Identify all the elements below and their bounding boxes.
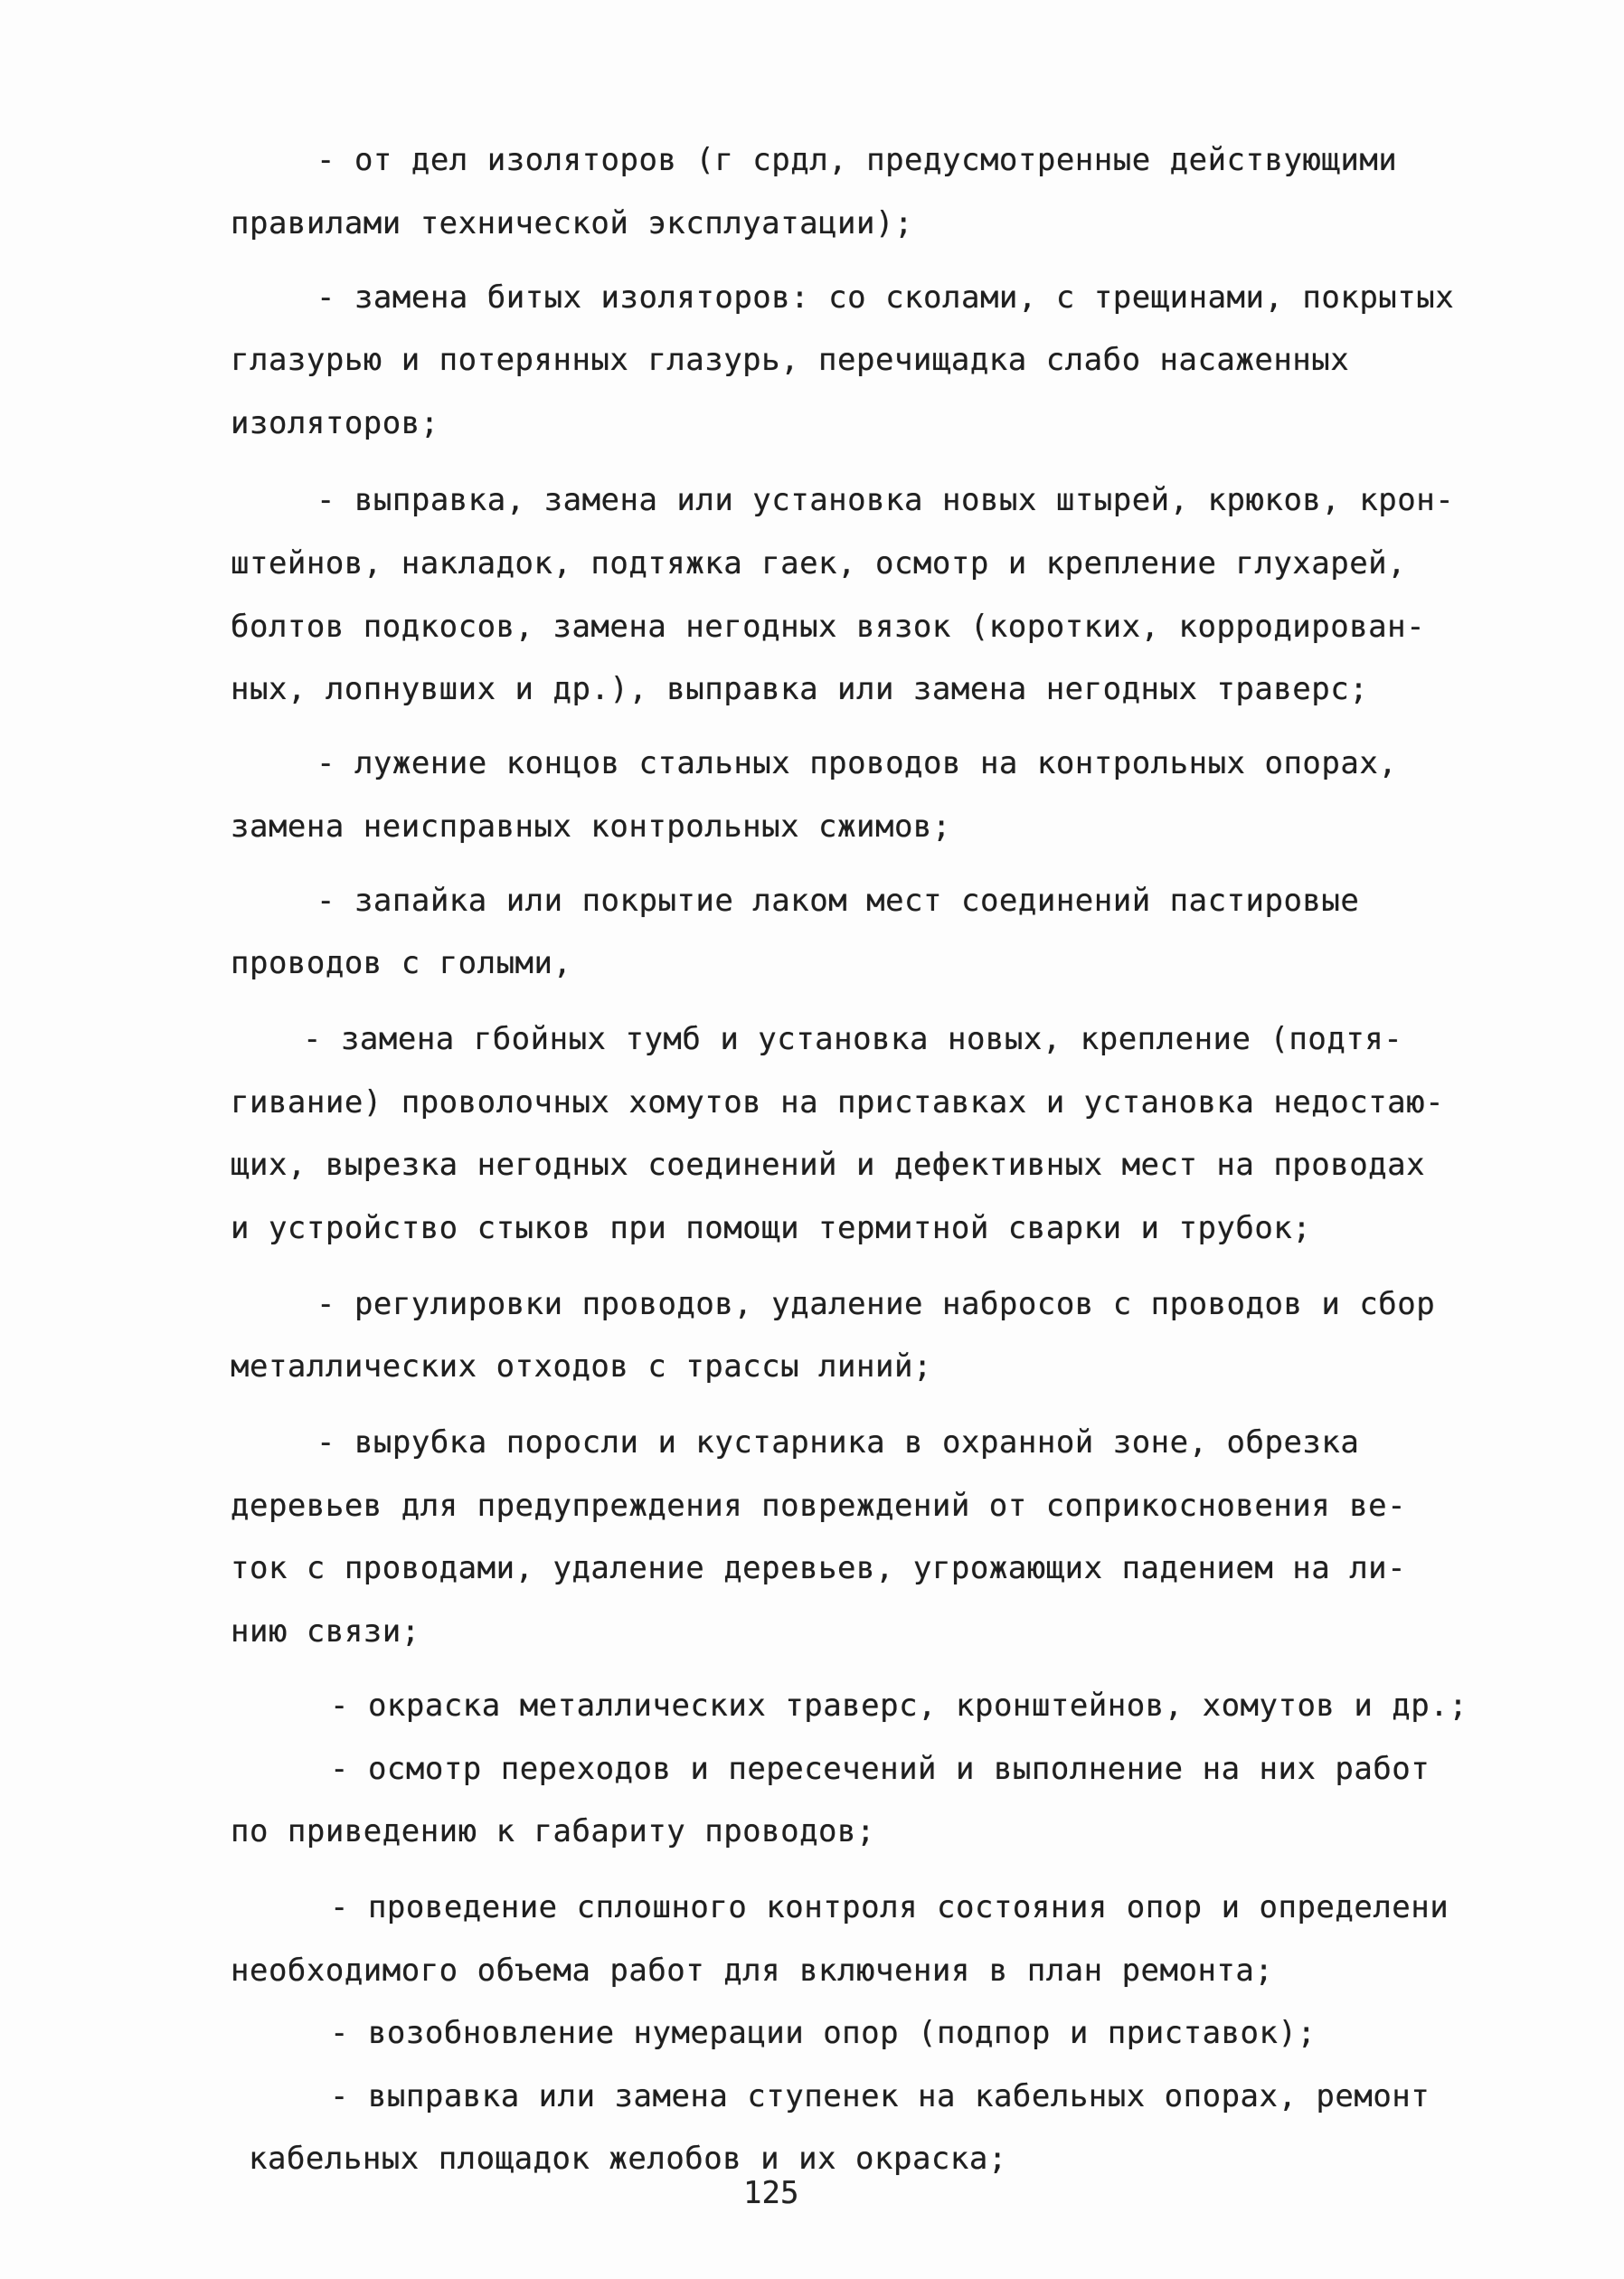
text-line: изоляторов; (231, 404, 439, 441)
text-line: деревьев для предупреждения повреждений от соприкосновения ве- (231, 1487, 1407, 1524)
text-line: ных, лопнувших и др.), выправка или замена негодных траверс; (231, 671, 1369, 708)
text-line: ток с проводами, удаление деревьев, угрожающих падением на ли- (231, 1550, 1407, 1587)
text-line: - запайка или покрытие лаком мест соединений пастировые (316, 882, 1360, 919)
text-line: глазурью и потерянных глазурь, перечищадка слабо насаженных (231, 342, 1350, 379)
text-line: - замена гбойных тумб и установка новых, крепление (подтя- (303, 1021, 1403, 1058)
text-line: - лужение концов стальных проводов на контрольных опорах, (316, 745, 1398, 782)
text-line: болтов подкосов, замена негодных вязок (коротких, корродирован- (231, 608, 1426, 645)
text-line: - проведение сплошного контроля состояния опор и определени (330, 1889, 1449, 1926)
text-line: нию связи; (231, 1613, 420, 1650)
text-line: - осмотр переходов и пересечений и выполнение на них работ (330, 1750, 1430, 1787)
text-line: и устройство стыков при помощи термитной сварки и трубок; (231, 1210, 1312, 1246)
text-line: - вырубка поросли и кустарника в охранной зоне, обрезка (316, 1424, 1360, 1461)
text-line: проводов с голыми, (231, 945, 572, 982)
text-line: - выправка или замена ступенек на кабельных опорах, ремонт (330, 2077, 1430, 2114)
text-line: замена неисправных контрольных сжимов; (231, 808, 951, 845)
text-line: кабельных площадок желобов и их окраска; (249, 2141, 1007, 2178)
text-line: - от дел изоляторов (г срдл, предусмотренные действующими (316, 142, 1398, 178)
text-line: необходимого объема работ для включения в план ремонта; (231, 1952, 1274, 1989)
text-line: - выправка, замена или установка новых штырей, крюков, крон- (316, 482, 1455, 519)
text-line: - замена битых изоляторов: со сколами, с трещинами, покрытых (316, 279, 1455, 316)
text-line: металлических отходов с трассы линий; (231, 1348, 932, 1385)
text-line: щих, вырезка негодных соединений и дефективных мест на проводах (231, 1147, 1426, 1184)
text-line: правилами технической эксплуатации); (231, 204, 913, 241)
text-line: по приведению к габариту проводов; (231, 1813, 875, 1850)
text-line: - возобновление нумерации опор (подпор и приставок); (330, 2015, 1317, 2052)
text-line: штейнов, накладок, подтяжка гаек, осмотр и крепление глухарей, (231, 545, 1407, 582)
text-line: - регулировки проводов, удаление набросов с проводов и сбор (316, 1285, 1436, 1322)
text-line: гивание) проволочных хомутов на приставках и установка недостаю- (231, 1083, 1445, 1121)
text-line: - окраска металлических траверс, кронштейнов, хомутов и др.; (330, 1688, 1468, 1725)
page-number: 125 (743, 2175, 799, 2211)
